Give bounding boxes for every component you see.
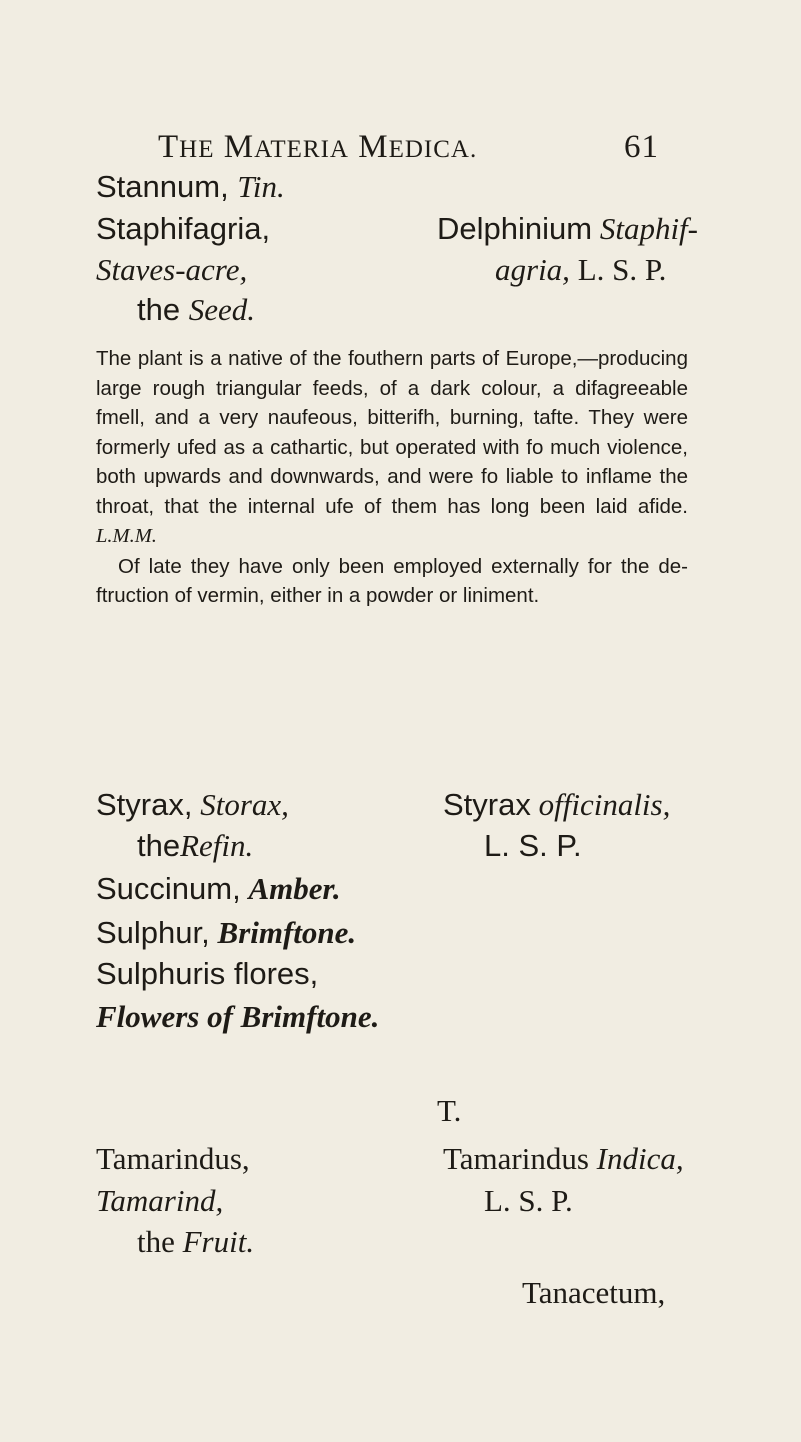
entry-sulphur: Sulphur, Brimftone. <box>96 915 357 950</box>
section-letter: T. <box>437 1093 462 1128</box>
entry-tamarindus-botanical: Tamarindus Indica, <box>443 1141 684 1176</box>
header-title-word-2: MATERIA <box>223 129 349 165</box>
entry-staphisagria-part: the Seed. <box>137 292 256 327</box>
pharmacopoeia-reference: L. S. P. <box>577 252 667 287</box>
entry-staphisagria-latin: Staphifagria, <box>96 211 271 246</box>
paragraph-2: Of late they have only been employed externally for the de-ftruction of vermin, either in a powder or liniment. <box>96 554 688 607</box>
header-title-word-1: THE <box>158 129 215 165</box>
entry-styrax-botanical: Styrax officinalis, <box>443 787 671 822</box>
entry-staphisagria-botanical: Delphinium Staphif- <box>437 211 698 246</box>
description-staphisagria <box>96 344 688 611</box>
entry-tamarindus-english: Tamarind, <box>96 1183 224 1218</box>
catchword: Tanacetum, <box>522 1275 666 1310</box>
entry-stannum <box>96 171 285 202</box>
header-title-word-3: MEDICA. <box>358 129 478 165</box>
entry-sulphuris-flores: Sulphuris flores, <box>96 956 319 991</box>
page-number: 61 <box>624 129 659 165</box>
entry-tamarindus-part: the Fruit. <box>137 1224 255 1259</box>
entry-styrax-part: theRefin. <box>137 828 254 863</box>
entry-styrax: Styrax, Storax, <box>96 787 289 822</box>
entry-latin-name: Stannum, <box>96 169 229 204</box>
pharmacopoeia-reference: L. S. P. <box>484 828 582 863</box>
entry-sulphuris-english: Flowers of Brimftone. <box>96 999 380 1034</box>
paragraph-1: The plant is a native of the fouthern parts of Europe,—producing large rough triangular feeds, of a dark colour, a difagreeable fmell, and a very naufeous, bitterifh, burning, tafte. They were formerly ufed as a cathartic, but operated with fo much violence, both upwards and downwards, and were fo liable to inflame the throat, that the internal ufe of them has long been laid afide. L.M.M. <box>96 347 688 547</box>
entry-succinum: Succinum, Amber. <box>96 871 341 906</box>
entry-staphisagria-botanical-2: agria, L. S. P. <box>495 252 667 287</box>
pharmacopoeia-reference: L. S. P. <box>484 1183 573 1218</box>
entry-english-name: Tin. <box>237 169 285 204</box>
running-header <box>158 129 477 166</box>
entry-staphisagria-english: Staves-acre, <box>96 252 248 287</box>
entry-tamarindus-latin: Tamarindus, <box>96 1141 250 1176</box>
